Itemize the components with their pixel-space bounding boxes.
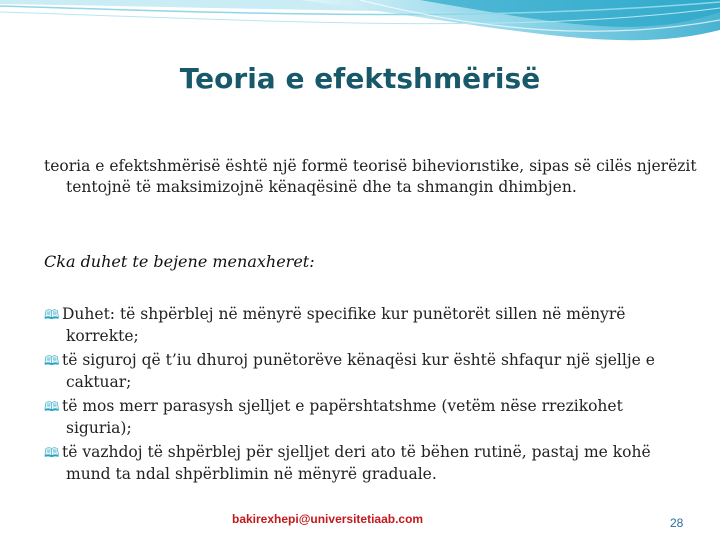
- bullet-text: të siguroj që t’iu dhuroj punëtorëve kënaqësi kur është shfaqur një sjellje e caktuar;: [62, 351, 655, 391]
- list-item: [44, 396, 684, 439]
- open-book-icon: 🕮︎: [44, 354, 60, 369]
- header-wave-decoration: [0, 0, 720, 70]
- managers-subheading: Cka duhet te bejene menaxheret:: [44, 252, 315, 271]
- slide-title: Teoria e efektshmërisë: [179, 62, 541, 95]
- open-book-icon: 🕮︎: [44, 308, 60, 323]
- bullet-list: [44, 304, 684, 488]
- bullet-text: të vazhdoj të shpërblej për sjelljet deri ato të bëhen rutinë, pastaj me kohë mund ta ndal shpërblimin në mënyrë graduale.: [62, 443, 651, 483]
- page-number: 28: [670, 516, 684, 530]
- list-item: [44, 442, 684, 485]
- footer-email: bakirexhepi@universitetiaab.com: [232, 512, 424, 526]
- bullet-text: të mos merr parasysh sjelljet e papërshtatshme (vetëm nëse rrezikohet siguria);: [62, 397, 623, 437]
- list-item: [44, 350, 684, 393]
- open-book-icon: 🕮︎: [44, 400, 60, 415]
- definition-paragraph: teoria e efektshmërisë është një formë teorisë biheviorıstike, sipas së cilës njerëzit tentojnë të maksimizojnë kënaqësinë dhe ta shmangin dhimbjen.: [44, 157, 697, 196]
- list-item: [44, 304, 684, 347]
- bullet-text: Duhet: të shpërblej në mënyrë specifike kur punëtorët sillen në mënyrë korrekte;: [62, 305, 626, 345]
- open-book-icon: 🕮︎: [44, 446, 60, 461]
